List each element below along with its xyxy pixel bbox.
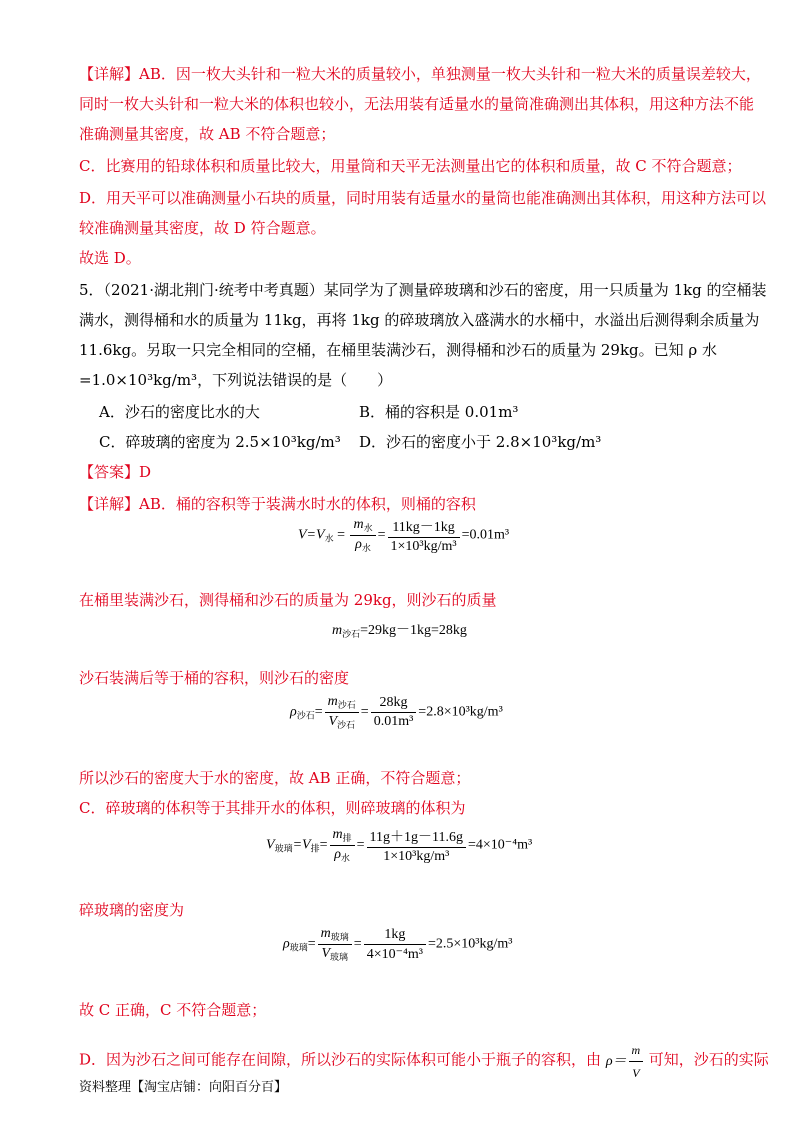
formula-sand-density: $\rho_{沙石}=$ $\frac{m_{沙石}}{V_{沙石}}$ = $\frac{28kg}{\text{0.01m³}}$ =2.8×10³kg/m³	[290, 694, 503, 730]
inline-density-formula: ρ＝ $\frac{m}{V}$	[606, 1054, 649, 1069]
formula-glass-density: $\rho_{玻璃}=$ $\frac{m_{玻璃}}{V_{玻璃}}$ = $\frac{1kg}{\text{4×10⁻⁴m³}}$ =2.5×10³kg/m³	[283, 926, 513, 962]
explanation-ab-line2: 同时一枚大头针和一粒大米的体积也较小，无法用装有适量水的量筒准确测出其体积，用这种方法不能	[79, 95, 755, 113]
explanation-d-line2: 较准确测量其密度，故 D 符合题意。	[79, 219, 326, 237]
explanation-ab-line1: 【详解】AB．因一枚大头针和一粒大米的质量较小，单独测量一枚大头针和一粒大米的质量误差较大，	[79, 65, 761, 83]
explanation-c: C．比赛用的铅球体积和质量比较大，用量筒和天平无法测量出它的体积和质量，故 C 不符合题意；	[79, 157, 742, 175]
question-line4: =1.0×10³kg/m³，下列说法错误的是（ ）	[79, 371, 393, 389]
footer-source: 资料整理【淘宝店铺：向阳百分百】	[79, 1080, 288, 1095]
formula-bucket-volume: $V=V_水$ = $\frac{m_水}{\rho_水}$ = $\frac{11kg-1kg}{\text{1×10³kg/m³}}$ =0.01m³	[298, 517, 510, 554]
detail-text-4: 所以沙石的密度大于水的密度，故 AB 正确，不符合题意；	[79, 769, 471, 787]
detail-text-2: 在桶里装满沙石，测得桶和沙石的质量为 29kg，则沙石的质量	[79, 591, 497, 609]
detail-text-3: 沙石装满后等于桶的容积，则沙石的密度	[79, 669, 350, 687]
option-a: A．沙石的密度比水的大	[99, 403, 260, 421]
detail-text-8: D．因为沙石之间可能存在间隙，所以沙石的实际体积可能小于瓶子的容积，由 ρ＝ $\frac{m}{V}$ 可知，沙石的实际	[79, 1040, 769, 1083]
f1-result: =0.01m³	[461, 527, 510, 543]
option-c: C．碎玻璃的密度为 2.5×10³kg/m³	[99, 433, 341, 451]
explanation-ab-line3: 准确测量其密度，故 AB 不符合题意；	[79, 125, 336, 143]
f1-fraction-numeric: $\frac{11kg-1kg}{\text{1×10³kg/m³}}$	[388, 516, 460, 555]
answer-label: 【答案】D	[79, 463, 152, 481]
detail-text-7: 故 C 正确，C 不符合题意；	[79, 1001, 267, 1019]
question-line3: 11.6kg。另取一只完全相同的空桶，在桶里装满沙石，测得桶和沙石的质量为 29kg。已知 ρ 水	[79, 341, 717, 359]
f1-fraction-symbolic: $\frac{m_水}{\rho_水}$	[350, 517, 375, 554]
detail-text-5: C．碎玻璃的体积等于其排开水的体积，则碎玻璃的体积为	[79, 799, 466, 817]
previous-choice: 故选 D。	[79, 249, 141, 267]
question-line1: 5．（2021·湖北荆门·统考中考真题）某同学为了测量碎玻璃和沙石的密度，用一只质量为 1kg 的空桶装	[79, 281, 767, 299]
f1-lhs: V=V	[298, 527, 325, 543]
question-line2: 满水，测得桶和水的质量为 11kg，再将 1kg 的碎玻璃放入盛满水的水桶中，水溢出后测得剩余质量为	[79, 311, 760, 329]
formula-glass-volume: $V_{玻璃}=V_排=$ $\frac{m_排}{\rho_水}$ = $\frac{11g+1g-11.6g}{\text{1×10³kg/m³}}$ =4×10⁻⁴m³	[266, 827, 533, 864]
detail-text-6: 碎玻璃的密度为	[79, 901, 185, 919]
option-b: B．桶的容积是 0.01m³	[359, 403, 519, 421]
detail-intro: 【详解】AB．桶的容积等于装满水时水的体积，则桶的容积	[79, 495, 476, 513]
option-d: D．沙石的密度小于 2.8×10³kg/m³	[359, 433, 602, 451]
formula-sand-mass: $m_{沙石}=29kg-1kg=28kg$	[332, 623, 467, 639]
explanation-d-line1: D．用天平可以准确测量小石块的质量，同时用装有适量水的量筒也能准确测出其体积，用这种方法可以	[79, 189, 767, 207]
